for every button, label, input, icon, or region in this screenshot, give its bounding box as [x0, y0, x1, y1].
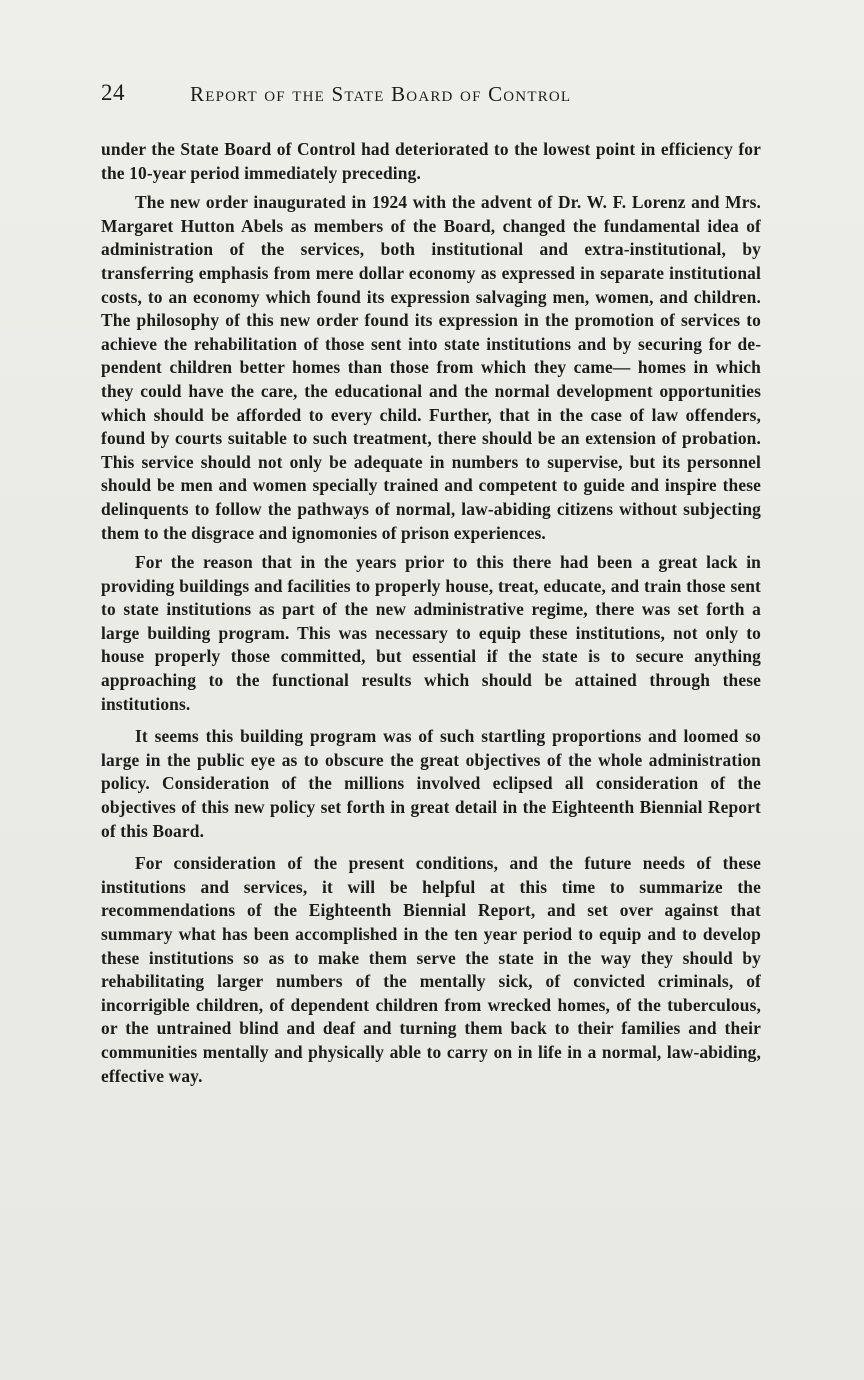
page-number: 24 — [101, 80, 125, 105]
paragraph-new-order: The new order inaugurated in 1924 with the advent of Dr. W. F. Lorenz and Mrs. Margaret Hutton Abels as members of the Board, changed the fundamental idea of administration of the services, both institutional and extra-institutional, by transferring emphasis from mere dollar economy as expressed in separate institutional costs, to an economy which found its expression salvaging men, women, and children. The philosophy of this new order found its expression in the promotion of services to achieve the rehabilitation of those sent into state institutions and by securing for dependent children better homes than those from which they came— homes in which they could have the care, the educational and the normal development opportunities which should be afforded to every child. Further, that in the case of law offenders, found by courts suitable to such treatment, there should be an extension of probation. This service should not only be adequate in numbers to supervise, but its personnel should be men and women specially trained and competent to guide and inspire these delinquents to follow the pathways of normal, law-abiding citizens without subjecting them to the disgrace and ignomonies of prison experiences. — [101, 192, 761, 543]
paragraph-continuation: under the State Board of Control had deteriorated to the lowest point in efficiency for the 10-year period immediately preceding. — [101, 139, 761, 183]
paragraph-public-eye: It seems this building program was of such startling proportions and loomed so large in the public eye as to obscure the great objectives of the whole administration policy. Consideration of the millions involved eclipsed all consideration of the objectives of this new policy set forth in great detail in the Eighteenth Biennial Report of this Board. — [101, 726, 761, 841]
report-title: Report of the State Board of Control — [190, 82, 572, 106]
paragraph-building-program: For the reason that in the years prior to this there had been a great lack in providing buildings and facilities to properly house, treat, educate, and train those sent to state institutions as part of the new administrative regime, there was set forth a large building program. This was necessary to equip these institutions, not only to house properly those committed, but essential if the state is to secure anything approaching to the functional results which should be attained through these institutions. — [101, 552, 761, 714]
running-head — [101, 80, 781, 116]
body-text — [101, 138, 761, 1088]
paragraph-summary: For consideration of the present conditions, and the future needs of these institutions and services, it will be helpful at this time to summarize the recommendations of the Eighteenth Biennial Report, and set over against that summary what has been accomplished in the ten year period to equip and to develop these institutions so as to make them serve the state in the way they should by rehabilitating larger numbers of the mentally sick, of convicted criminals, of incorrigible children, of dependent children from wrecked homes, of the tuberculous, or the untrained blind and deaf and turning them back to their families and their communities mentally and physically able to carry on in life in a normal, law-abiding, effective way. — [101, 853, 761, 1086]
